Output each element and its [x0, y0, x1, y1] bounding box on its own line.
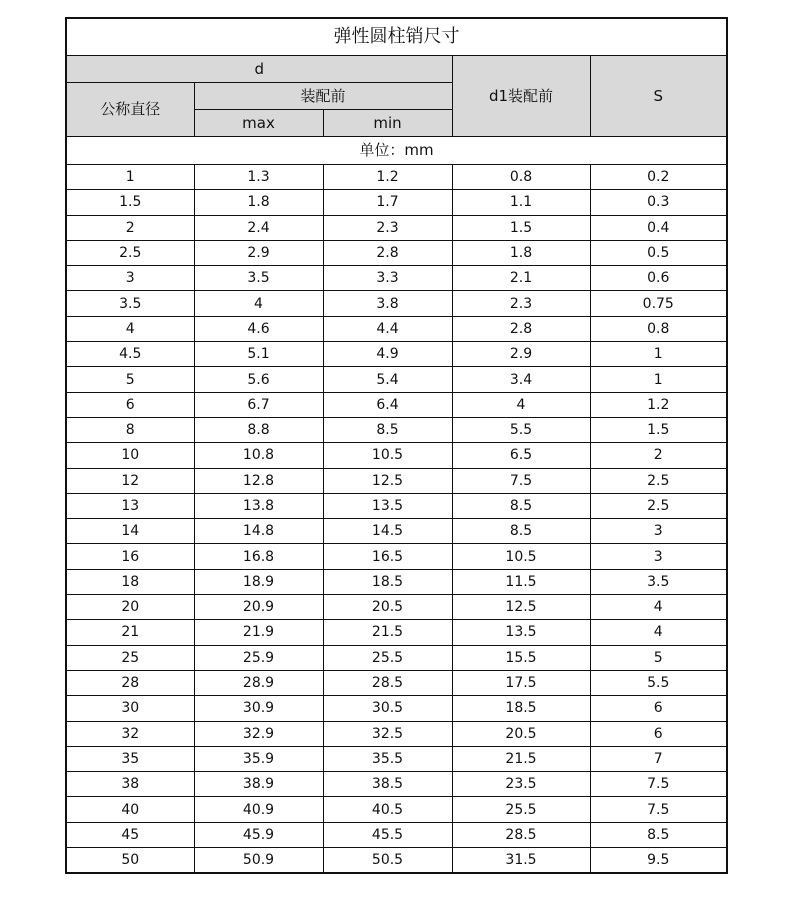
cell-d-min: 1.2: [323, 165, 452, 190]
cell-d1: 5.5: [452, 417, 590, 442]
table-row: [66, 620, 727, 645]
cell-d-max: 4.6: [194, 316, 323, 341]
table-title: 弹性圆柱销尺寸: [66, 18, 727, 56]
cell-d-max: 3.5: [194, 266, 323, 291]
cell-d-min: 20.5: [323, 595, 452, 620]
cell-s: 9.5: [590, 848, 727, 874]
cell-s: 1.2: [590, 392, 727, 417]
table-row: [66, 822, 727, 847]
cell-nominal-diameter: 45: [66, 822, 194, 847]
cell-nominal-diameter: 2.5: [66, 240, 194, 265]
cell-d-min: 30.5: [323, 696, 452, 721]
cell-nominal-diameter: 13: [66, 493, 194, 518]
cell-d-min: 10.5: [323, 443, 452, 468]
cell-d-max: 21.9: [194, 620, 323, 645]
cell-d1: 2.8: [452, 316, 590, 341]
cell-d-max: 5.6: [194, 367, 323, 392]
cell-d-min: 3.8: [323, 291, 452, 316]
table-row: [66, 544, 727, 569]
cell-s: 8.5: [590, 822, 727, 847]
unit-label: 单位：mm: [66, 137, 727, 165]
header-s: S: [590, 56, 727, 137]
cell-d-min: 2.8: [323, 240, 452, 265]
cell-d1: 1.1: [452, 190, 590, 215]
cell-d1: 3.4: [452, 367, 590, 392]
cell-s: 0.5: [590, 240, 727, 265]
cell-d1: 28.5: [452, 822, 590, 847]
cell-s: 3: [590, 519, 727, 544]
cell-d1: 21.5: [452, 746, 590, 771]
cell-nominal-diameter: 3.5: [66, 291, 194, 316]
cell-d-max: 32.9: [194, 721, 323, 746]
cell-s: 6: [590, 696, 727, 721]
cell-d-max: 40.9: [194, 797, 323, 822]
cell-d-max: 20.9: [194, 595, 323, 620]
table-row: [66, 417, 727, 442]
table-row: [66, 316, 727, 341]
cell-d-min: 35.5: [323, 746, 452, 771]
cell-d-min: 50.5: [323, 848, 452, 874]
table-row: [66, 291, 727, 316]
cell-s: 5.5: [590, 670, 727, 695]
table-row: [66, 266, 727, 291]
cell-s: 1.5: [590, 417, 727, 442]
cell-d-max: 50.9: [194, 848, 323, 874]
cell-d-max: 25.9: [194, 645, 323, 670]
cell-d1: 13.5: [452, 620, 590, 645]
cell-d1: 4: [452, 392, 590, 417]
cell-d1: 25.5: [452, 797, 590, 822]
table-row: [66, 746, 727, 771]
cell-d1: 23.5: [452, 772, 590, 797]
table-row: [66, 240, 727, 265]
table-row: [66, 392, 727, 417]
table-row: [66, 772, 727, 797]
cell-nominal-diameter: 25: [66, 645, 194, 670]
cell-nominal-diameter: 2: [66, 215, 194, 240]
header-nominal-diameter: 公称直径: [66, 83, 194, 137]
cell-d1: 12.5: [452, 595, 590, 620]
cell-d1: 17.5: [452, 670, 590, 695]
cell-d-max: 45.9: [194, 822, 323, 847]
cell-nominal-diameter: 38: [66, 772, 194, 797]
cell-d1: 7.5: [452, 468, 590, 493]
cell-d-max: 10.8: [194, 443, 323, 468]
cell-d-min: 2.3: [323, 215, 452, 240]
cell-s: 0.2: [590, 165, 727, 190]
table-row: [66, 721, 727, 746]
cell-d-max: 2.9: [194, 240, 323, 265]
cell-nominal-diameter: 10: [66, 443, 194, 468]
header-d: d: [66, 56, 452, 83]
cell-d-min: 38.5: [323, 772, 452, 797]
cell-nominal-diameter: 8: [66, 417, 194, 442]
cell-d1: 8.5: [452, 493, 590, 518]
table-row: [66, 595, 727, 620]
cell-nominal-diameter: 16: [66, 544, 194, 569]
cell-d-min: 4.9: [323, 342, 452, 367]
cell-d-min: 5.4: [323, 367, 452, 392]
cell-nominal-diameter: 12: [66, 468, 194, 493]
cell-s: 0.75: [590, 291, 727, 316]
cell-d1: 31.5: [452, 848, 590, 874]
cell-d-max: 4: [194, 291, 323, 316]
cell-s: 2: [590, 443, 727, 468]
cell-s: 3: [590, 544, 727, 569]
cell-nominal-diameter: 1: [66, 165, 194, 190]
table-row: [66, 367, 727, 392]
cell-nominal-diameter: 20: [66, 595, 194, 620]
cell-s: 0.4: [590, 215, 727, 240]
cell-nominal-diameter: 1.5: [66, 190, 194, 215]
cell-s: 7: [590, 746, 727, 771]
cell-nominal-diameter: 50: [66, 848, 194, 874]
table-row: [66, 342, 727, 367]
cell-d-min: 14.5: [323, 519, 452, 544]
cell-d-min: 4.4: [323, 316, 452, 341]
table-row: [66, 797, 727, 822]
cell-d1: 15.5: [452, 645, 590, 670]
cell-s: 7.5: [590, 772, 727, 797]
table-row: [66, 848, 727, 874]
cell-d-min: 32.5: [323, 721, 452, 746]
cell-d-max: 8.8: [194, 417, 323, 442]
cell-s: 6: [590, 721, 727, 746]
cell-nominal-diameter: 30: [66, 696, 194, 721]
cell-nominal-diameter: 14: [66, 519, 194, 544]
cell-d-min: 1.7: [323, 190, 452, 215]
cell-d1: 2.3: [452, 291, 590, 316]
cell-nominal-diameter: 35: [66, 746, 194, 771]
cell-d1: 0.8: [452, 165, 590, 190]
table-row: [66, 519, 727, 544]
cell-d-max: 35.9: [194, 746, 323, 771]
cell-s: 7.5: [590, 797, 727, 822]
cell-d1: 8.5: [452, 519, 590, 544]
cell-d-min: 25.5: [323, 645, 452, 670]
cell-d1: 2.9: [452, 342, 590, 367]
cell-d-min: 8.5: [323, 417, 452, 442]
cell-d-max: 2.4: [194, 215, 323, 240]
table-row: [66, 670, 727, 695]
cell-d-min: 18.5: [323, 569, 452, 594]
header-min: min: [323, 110, 452, 137]
cell-d-min: 13.5: [323, 493, 452, 518]
cell-nominal-diameter: 40: [66, 797, 194, 822]
cell-s: 5: [590, 645, 727, 670]
table-row: [66, 190, 727, 215]
table-body: [66, 165, 727, 874]
cell-s: 2.5: [590, 468, 727, 493]
cell-d-max: 13.8: [194, 493, 323, 518]
table-row: [66, 493, 727, 518]
cell-nominal-diameter: 32: [66, 721, 194, 746]
cell-s: 0.6: [590, 266, 727, 291]
cell-d1: 10.5: [452, 544, 590, 569]
cell-d-max: 1.8: [194, 190, 323, 215]
header-max: max: [194, 110, 323, 137]
cell-d-min: 21.5: [323, 620, 452, 645]
cell-d-max: 1.3: [194, 165, 323, 190]
table-row: [66, 569, 727, 594]
cell-d-max: 6.7: [194, 392, 323, 417]
cell-d-max: 12.8: [194, 468, 323, 493]
header-d1: d1装配前: [452, 56, 590, 137]
cell-d-max: 18.9: [194, 569, 323, 594]
cell-d1: 1.8: [452, 240, 590, 265]
table-row: [66, 443, 727, 468]
cell-d-max: 14.8: [194, 519, 323, 544]
cell-s: 3.5: [590, 569, 727, 594]
cell-d-min: 16.5: [323, 544, 452, 569]
table-row: [66, 215, 727, 240]
cell-s: 4: [590, 620, 727, 645]
cell-nominal-diameter: 5: [66, 367, 194, 392]
table-row: [66, 696, 727, 721]
cell-s: 1: [590, 342, 727, 367]
spec-table: [65, 17, 728, 874]
cell-nominal-diameter: 28: [66, 670, 194, 695]
cell-d1: 1.5: [452, 215, 590, 240]
cell-d-min: 12.5: [323, 468, 452, 493]
cell-d-max: 5.1: [194, 342, 323, 367]
cell-nominal-diameter: 6: [66, 392, 194, 417]
cell-nominal-diameter: 21: [66, 620, 194, 645]
cell-d-max: 28.9: [194, 670, 323, 695]
cell-s: 1: [590, 367, 727, 392]
table-row: [66, 645, 727, 670]
cell-d-max: 30.9: [194, 696, 323, 721]
cell-d1: 6.5: [452, 443, 590, 468]
cell-s: 0.3: [590, 190, 727, 215]
cell-nominal-diameter: 4.5: [66, 342, 194, 367]
cell-nominal-diameter: 18: [66, 569, 194, 594]
cell-d-min: 3.3: [323, 266, 452, 291]
table-row: [66, 165, 727, 190]
cell-d1: 2.1: [452, 266, 590, 291]
cell-nominal-diameter: 4: [66, 316, 194, 341]
cell-d1: 11.5: [452, 569, 590, 594]
cell-d-min: 6.4: [323, 392, 452, 417]
cell-d-min: 40.5: [323, 797, 452, 822]
cell-s: 4: [590, 595, 727, 620]
cell-d-min: 45.5: [323, 822, 452, 847]
cell-s: 0.8: [590, 316, 727, 341]
cell-nominal-diameter: 3: [66, 266, 194, 291]
header-before-assembly: 装配前: [194, 83, 452, 110]
cell-d1: 20.5: [452, 721, 590, 746]
cell-s: 2.5: [590, 493, 727, 518]
cell-d-max: 16.8: [194, 544, 323, 569]
cell-d1: 18.5: [452, 696, 590, 721]
cell-d-min: 28.5: [323, 670, 452, 695]
table-row: [66, 468, 727, 493]
cell-d-max: 38.9: [194, 772, 323, 797]
